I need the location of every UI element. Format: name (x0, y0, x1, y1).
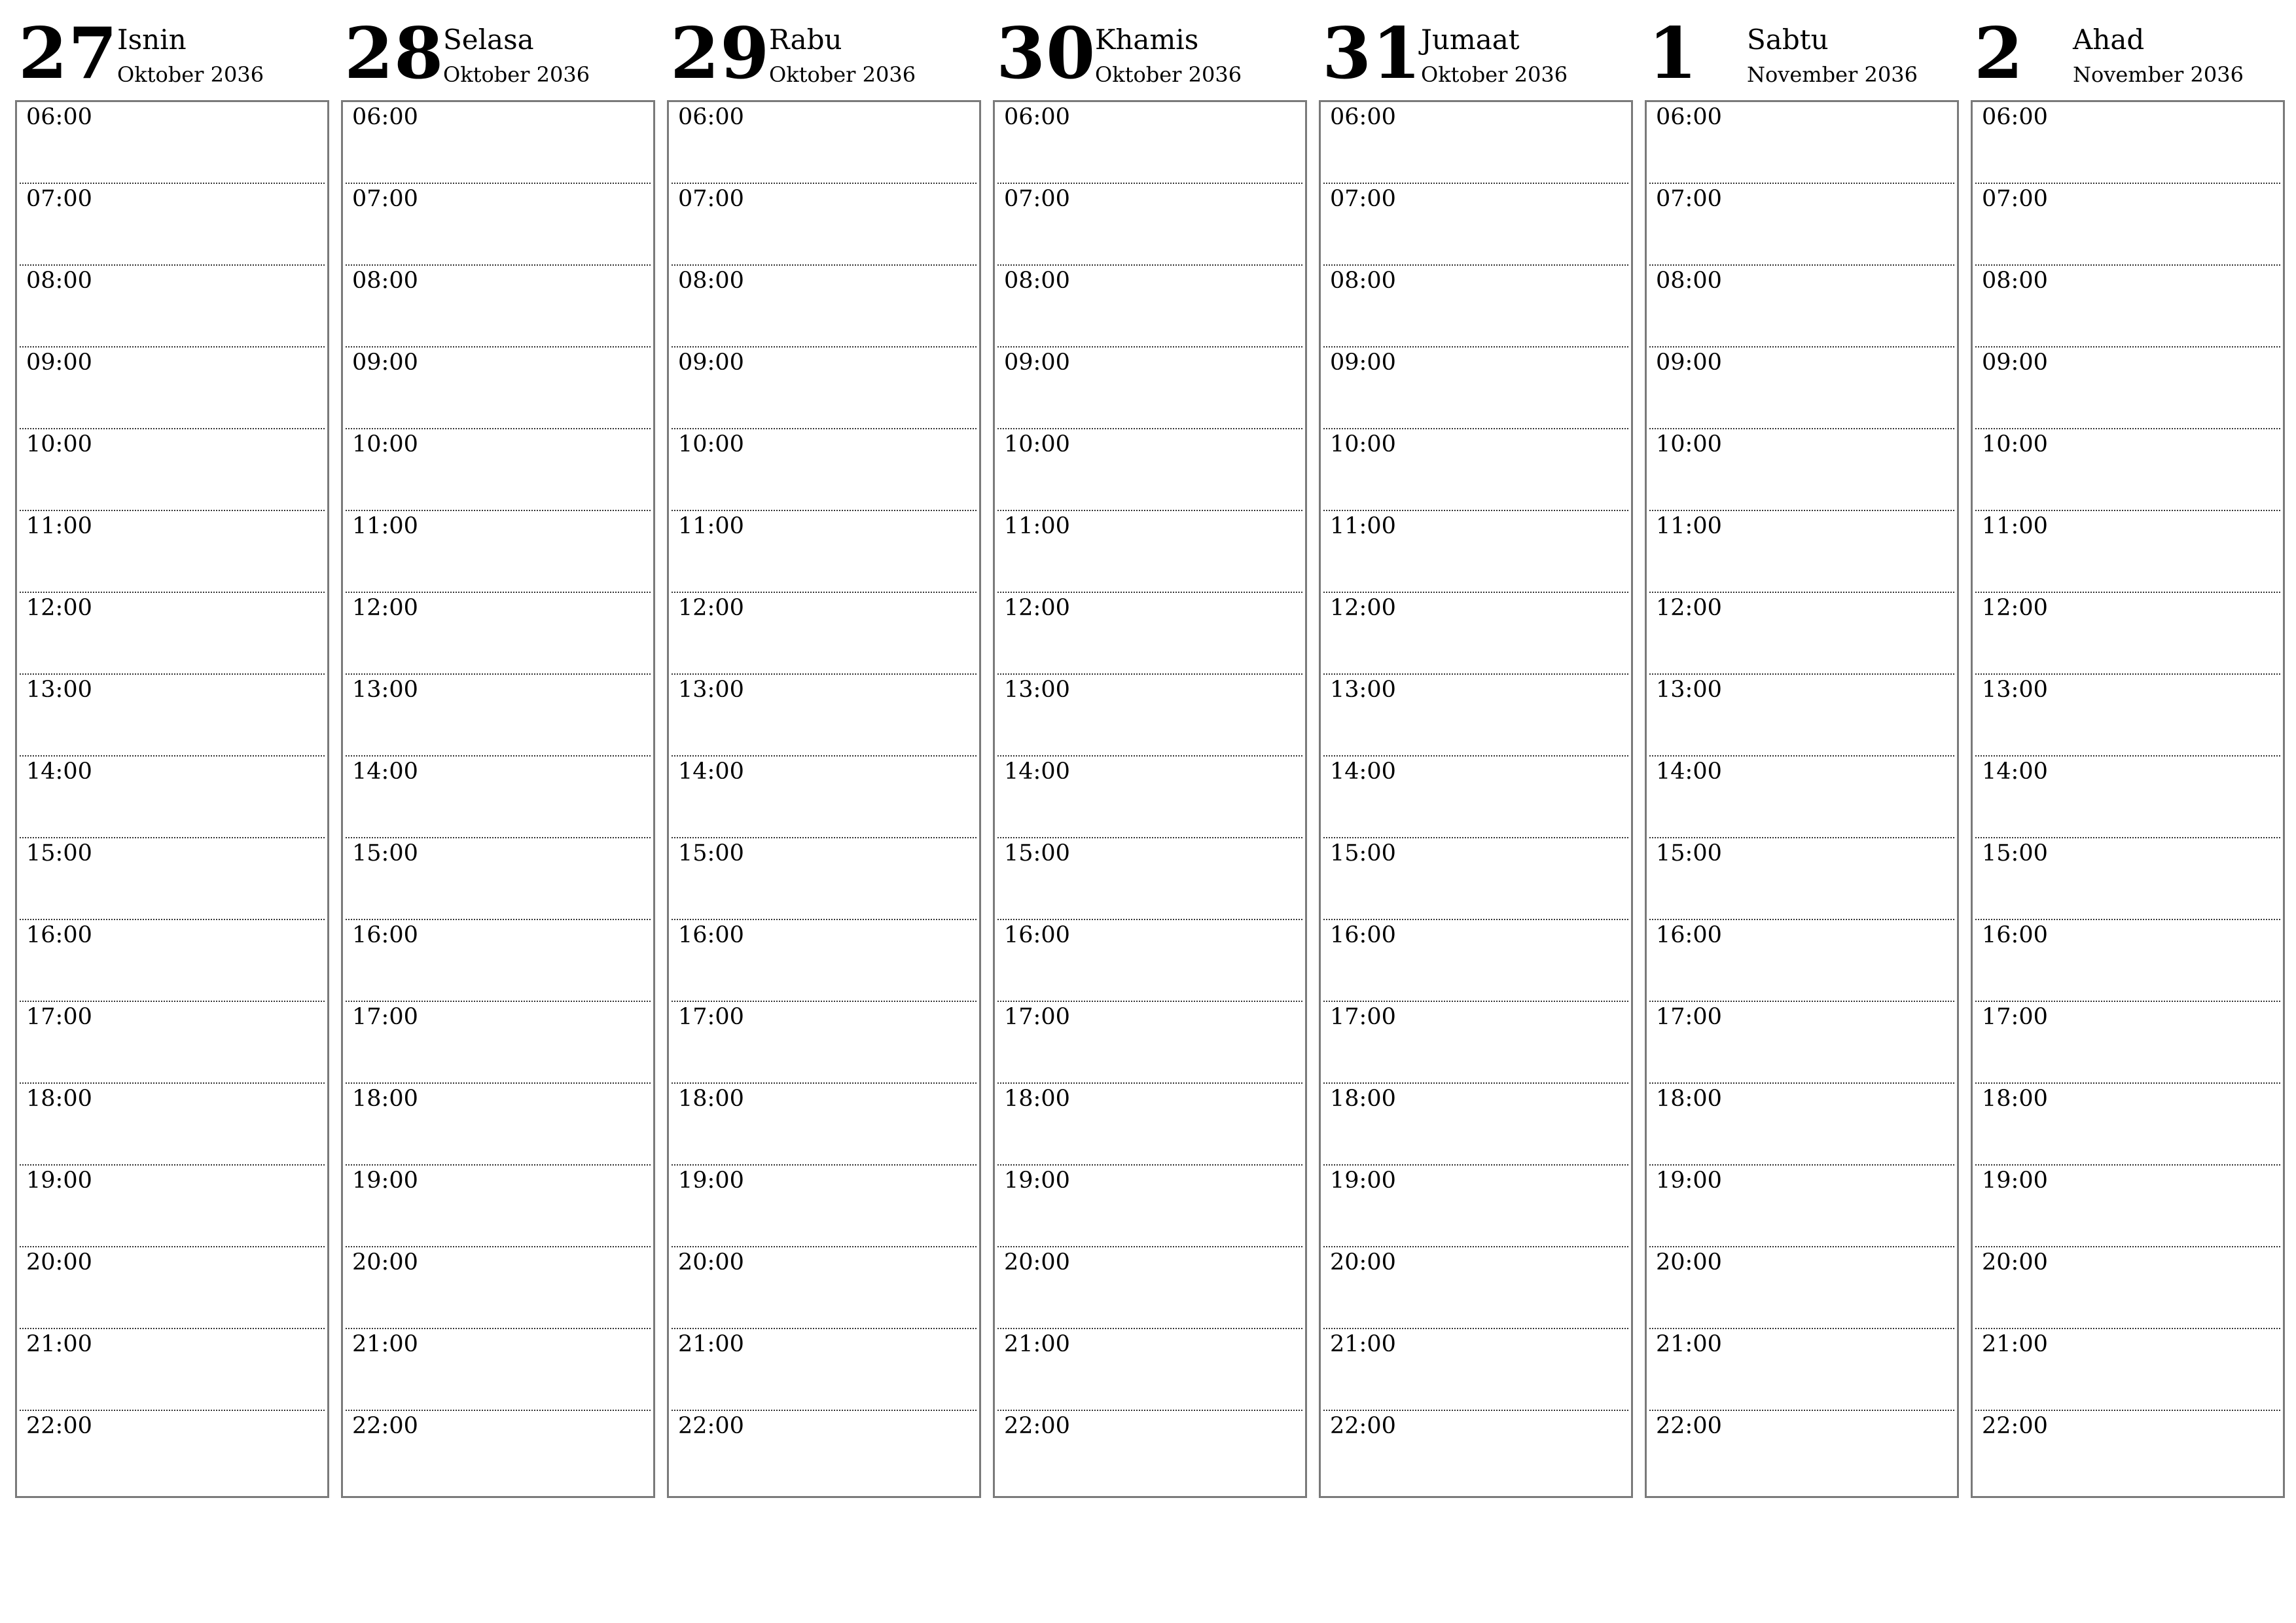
time-label: 15:00 (352, 840, 418, 866)
time-label: 10:00 (1004, 431, 1070, 457)
time-slot[interactable] (346, 1002, 651, 1084)
time-label: 22:00 (352, 1413, 418, 1439)
time-slot[interactable] (1649, 593, 1954, 675)
time-label: 09:00 (1004, 349, 1070, 376)
day-schedule-box (667, 100, 981, 1498)
time-slot[interactable] (997, 511, 1302, 593)
time-label: 20:00 (1656, 1249, 1722, 1275)
time-slot[interactable] (1649, 429, 1954, 511)
time-slot[interactable] (672, 184, 977, 266)
time-slot[interactable] (997, 429, 1302, 511)
time-slot[interactable] (1649, 920, 1954, 1002)
time-label: 20:00 (678, 1249, 744, 1275)
time-label: 16:00 (678, 922, 744, 948)
time-label: 21:00 (678, 1331, 744, 1357)
time-label: 12:00 (26, 595, 92, 621)
time-slot[interactable] (20, 1329, 325, 1411)
time-slot[interactable] (672, 511, 977, 593)
time-slot[interactable] (1323, 1084, 1628, 1166)
time-label: 14:00 (352, 758, 418, 785)
time-label: 12:00 (1656, 595, 1722, 621)
time-slot[interactable] (672, 348, 977, 429)
time-slot[interactable] (346, 511, 651, 593)
day-schedule-box (1645, 100, 1959, 1498)
time-label: 08:00 (26, 268, 92, 294)
month-year: Oktober 2036 (443, 62, 590, 87)
time-label: 18:00 (1004, 1086, 1070, 1112)
time-slot[interactable] (1975, 1166, 2280, 1247)
time-label: 14:00 (26, 758, 92, 785)
time-slot[interactable] (1649, 184, 1954, 266)
time-label: 21:00 (26, 1331, 92, 1357)
time-label: 09:00 (1656, 349, 1722, 376)
time-label: 12:00 (1004, 595, 1070, 621)
time-slot[interactable] (1649, 1411, 1954, 1493)
time-slot[interactable] (1649, 757, 1954, 838)
day-header (1971, 0, 2284, 99)
time-label: 16:00 (352, 922, 418, 948)
time-slot[interactable] (1649, 1084, 1954, 1166)
time-label: 15:00 (1982, 840, 2048, 866)
time-slot[interactable] (1975, 593, 2280, 675)
day-number: 28 (344, 12, 444, 95)
time-slot[interactable] (672, 593, 977, 675)
time-slot[interactable] (346, 184, 651, 266)
time-label: 09:00 (1330, 349, 1396, 376)
time-slot[interactable] (672, 429, 977, 511)
day-number: 2 (1974, 12, 2024, 95)
time-label: 08:00 (352, 268, 418, 294)
time-label: 06:00 (26, 104, 92, 130)
time-label: 06:00 (1004, 104, 1070, 130)
time-slot[interactable] (20, 757, 325, 838)
day-schedule-box (15, 100, 329, 1498)
time-label: 06:00 (352, 104, 418, 130)
time-label: 08:00 (1982, 268, 2048, 294)
time-slot[interactable] (672, 102, 977, 184)
day-header (993, 0, 1306, 99)
time-label: 10:00 (678, 431, 744, 457)
day-header (15, 0, 328, 99)
time-label: 20:00 (1330, 1249, 1396, 1275)
time-label: 21:00 (1004, 1331, 1070, 1357)
time-label: 18:00 (352, 1086, 418, 1112)
time-label: 10:00 (1330, 431, 1396, 457)
time-label: 22:00 (1330, 1413, 1396, 1439)
time-label: 11:00 (1982, 513, 2048, 539)
time-label: 22:00 (1004, 1413, 1070, 1439)
time-slot[interactable] (997, 675, 1302, 757)
time-label: 12:00 (1330, 595, 1396, 621)
time-slot[interactable] (20, 838, 325, 920)
day-schedule-box (993, 100, 1307, 1498)
time-label: 21:00 (1982, 1331, 2048, 1357)
time-slot[interactable] (20, 102, 325, 184)
time-label: 14:00 (1330, 758, 1396, 785)
time-slot[interactable] (346, 593, 651, 675)
time-label: 19:00 (678, 1168, 744, 1194)
time-label: 19:00 (1330, 1168, 1396, 1194)
time-slot[interactable] (346, 1329, 651, 1411)
time-slot[interactable] (997, 757, 1302, 838)
time-label: 20:00 (1004, 1249, 1070, 1275)
time-label: 13:00 (352, 677, 418, 703)
time-slot[interactable] (997, 1247, 1302, 1329)
time-slot[interactable] (20, 266, 325, 348)
day-number: 31 (1322, 12, 1422, 95)
time-slot[interactable] (672, 1247, 977, 1329)
day-number: 1 (1648, 12, 1698, 95)
time-label: 22:00 (26, 1413, 92, 1439)
time-slot[interactable] (346, 757, 651, 838)
time-label: 11:00 (1004, 513, 1070, 539)
time-label: 14:00 (678, 758, 744, 785)
time-label: 06:00 (1982, 104, 2048, 130)
time-slot[interactable] (672, 1411, 977, 1493)
time-label: 06:00 (678, 104, 744, 130)
time-label: 10:00 (1656, 431, 1722, 457)
time-slot[interactable] (672, 1166, 977, 1247)
time-slot[interactable] (1649, 1166, 1954, 1247)
time-label: 07:00 (1982, 186, 2048, 212)
time-slot[interactable] (1975, 348, 2280, 429)
time-slot[interactable] (20, 593, 325, 675)
time-slot[interactable] (1975, 511, 2280, 593)
time-slot[interactable] (1649, 102, 1954, 184)
day-header (1645, 0, 1958, 99)
time-label: 16:00 (1656, 922, 1722, 948)
time-label: 15:00 (1004, 840, 1070, 866)
day-schedule-box (341, 100, 655, 1498)
time-slot[interactable] (672, 1002, 977, 1084)
time-slot[interactable] (1975, 184, 2280, 266)
weekday-name: Sabtu (1747, 24, 1829, 56)
day-number: 29 (670, 12, 770, 95)
time-slot[interactable] (672, 1084, 977, 1166)
time-label: 17:00 (26, 1004, 92, 1030)
time-label: 22:00 (678, 1413, 744, 1439)
day-header (667, 0, 980, 99)
time-slot[interactable] (1975, 1002, 2280, 1084)
time-slot[interactable] (997, 920, 1302, 1002)
day-column (1319, 0, 1632, 1439)
time-slot[interactable] (346, 266, 651, 348)
time-label: 13:00 (1004, 677, 1070, 703)
time-slot[interactable] (20, 1166, 325, 1247)
day-column (341, 0, 654, 1439)
time-slot[interactable] (1323, 1247, 1628, 1329)
day-column (667, 0, 980, 1439)
time-label: 06:00 (1330, 104, 1396, 130)
time-slot[interactable] (20, 429, 325, 511)
time-slot[interactable] (346, 1247, 651, 1329)
time-slot[interactable] (1975, 757, 2280, 838)
time-slot[interactable] (1649, 348, 1954, 429)
time-slot[interactable] (1975, 1329, 2280, 1411)
time-slot[interactable] (997, 1084, 1302, 1166)
time-label: 12:00 (1982, 595, 2048, 621)
time-label: 21:00 (1656, 1331, 1722, 1357)
month-year: Oktober 2036 (769, 62, 916, 87)
time-slot[interactable] (1323, 102, 1628, 184)
time-label: 14:00 (1656, 758, 1722, 785)
time-label: 18:00 (1982, 1086, 2048, 1112)
time-label: 15:00 (1656, 840, 1722, 866)
time-slot[interactable] (1975, 429, 2280, 511)
time-label: 07:00 (26, 186, 92, 212)
time-slot[interactable] (1323, 757, 1628, 838)
time-label: 15:00 (678, 840, 744, 866)
day-schedule-box (1319, 100, 1633, 1498)
time-label: 11:00 (1330, 513, 1396, 539)
weekday-name: Ahad (2073, 24, 2145, 56)
time-label: 17:00 (1982, 1004, 2048, 1030)
time-label: 11:00 (1656, 513, 1722, 539)
time-slot[interactable] (346, 348, 651, 429)
time-label: 17:00 (1656, 1004, 1722, 1030)
time-label: 10:00 (352, 431, 418, 457)
time-label: 22:00 (1656, 1413, 1722, 1439)
time-label: 13:00 (1656, 677, 1722, 703)
weekday-name: Isnin (117, 24, 187, 56)
time-label: 14:00 (1982, 758, 2048, 785)
time-slot[interactable] (1323, 348, 1628, 429)
day-column (1645, 0, 1958, 1439)
time-label: 11:00 (26, 513, 92, 539)
time-label: 07:00 (352, 186, 418, 212)
day-column (1971, 0, 2284, 1439)
time-slot[interactable] (1323, 920, 1628, 1002)
weekday-name: Khamis (1095, 24, 1199, 56)
time-slot[interactable] (1975, 675, 2280, 757)
time-slot[interactable] (1323, 1002, 1628, 1084)
time-slot[interactable] (1323, 838, 1628, 920)
time-slot[interactable] (672, 266, 977, 348)
time-slot[interactable] (1975, 1247, 2280, 1329)
time-slot[interactable] (672, 1329, 977, 1411)
time-slot[interactable] (997, 184, 1302, 266)
time-slot[interactable] (20, 1247, 325, 1329)
time-label: 20:00 (1982, 1249, 2048, 1275)
month-year: November 2036 (1747, 62, 1918, 87)
month-year: Oktober 2036 (1095, 62, 1242, 87)
time-label: 09:00 (678, 349, 744, 376)
time-label: 15:00 (1330, 840, 1396, 866)
time-label: 17:00 (1330, 1004, 1396, 1030)
time-slot[interactable] (1323, 1411, 1628, 1493)
time-label: 16:00 (1004, 922, 1070, 948)
time-slot[interactable] (672, 675, 977, 757)
time-label: 13:00 (1982, 677, 2048, 703)
weekday-name: Rabu (769, 24, 842, 56)
time-label: 20:00 (26, 1249, 92, 1275)
time-label: 09:00 (1982, 349, 2048, 376)
time-label: 16:00 (26, 922, 92, 948)
time-slot[interactable] (997, 1002, 1302, 1084)
time-slot[interactable] (672, 920, 977, 1002)
time-label: 17:00 (678, 1004, 744, 1030)
time-label: 18:00 (1656, 1086, 1722, 1112)
time-label: 21:00 (352, 1331, 418, 1357)
time-label: 08:00 (678, 268, 744, 294)
time-slot[interactable] (1975, 1411, 2280, 1493)
time-label: 13:00 (26, 677, 92, 703)
time-slot[interactable] (1649, 1329, 1954, 1411)
time-slot[interactable] (1323, 429, 1628, 511)
time-slot[interactable] (1323, 511, 1628, 593)
weekday-name: Selasa (443, 24, 534, 56)
day-number: 27 (18, 12, 118, 95)
day-schedule-box (1971, 100, 2285, 1498)
time-slot[interactable] (346, 1084, 651, 1166)
time-slot[interactable] (20, 1411, 325, 1493)
time-slot[interactable] (997, 348, 1302, 429)
time-slot[interactable] (20, 1084, 325, 1166)
time-slot[interactable] (1975, 1084, 2280, 1166)
time-label: 07:00 (1656, 186, 1722, 212)
time-slot[interactable] (346, 102, 651, 184)
day-header (1319, 0, 1632, 99)
time-slot[interactable] (997, 266, 1302, 348)
time-label: 12:00 (678, 595, 744, 621)
time-slot[interactable] (20, 675, 325, 757)
time-label: 22:00 (1982, 1413, 2048, 1439)
time-label: 19:00 (1982, 1168, 2048, 1194)
time-slot[interactable] (997, 1411, 1302, 1493)
time-slot[interactable] (1323, 266, 1628, 348)
month-year: November 2036 (2073, 62, 2244, 87)
time-slot[interactable] (1649, 1002, 1954, 1084)
time-slot[interactable] (1649, 511, 1954, 593)
time-label: 07:00 (1330, 186, 1396, 212)
time-slot[interactable] (1649, 838, 1954, 920)
time-label: 19:00 (352, 1168, 418, 1194)
weekday-name: Jumaat (1421, 24, 1520, 56)
time-slot[interactable] (20, 511, 325, 593)
time-label: 16:00 (1330, 922, 1396, 948)
time-label: 06:00 (1656, 104, 1722, 130)
time-slot[interactable] (997, 593, 1302, 675)
time-label: 17:00 (1004, 1004, 1070, 1030)
time-slot[interactable] (1649, 1247, 1954, 1329)
time-slot[interactable] (1323, 184, 1628, 266)
time-label: 11:00 (678, 513, 744, 539)
time-slot[interactable] (1649, 675, 1954, 757)
time-label: 18:00 (26, 1086, 92, 1112)
time-label: 15:00 (26, 840, 92, 866)
time-slot[interactable] (346, 838, 651, 920)
time-slot[interactable] (20, 1002, 325, 1084)
time-label: 20:00 (352, 1249, 418, 1275)
time-slot[interactable] (1323, 1166, 1628, 1247)
time-label: 10:00 (26, 431, 92, 457)
time-slot[interactable] (1323, 1329, 1628, 1411)
time-label: 11:00 (352, 513, 418, 539)
time-slot[interactable] (1975, 838, 2280, 920)
time-slot[interactable] (1975, 266, 2280, 348)
time-slot[interactable] (997, 838, 1302, 920)
time-label: 13:00 (1330, 677, 1396, 703)
time-label: 17:00 (352, 1004, 418, 1030)
time-label: 18:00 (678, 1086, 744, 1112)
time-label: 07:00 (1004, 186, 1070, 212)
time-slot[interactable] (672, 757, 977, 838)
time-label: 08:00 (1656, 268, 1722, 294)
day-header (341, 0, 654, 99)
time-slot[interactable] (346, 429, 651, 511)
time-label: 18:00 (1330, 1086, 1396, 1112)
time-slot[interactable] (20, 184, 325, 266)
time-label: 21:00 (1330, 1331, 1396, 1357)
time-slot[interactable] (346, 1411, 651, 1493)
time-slot[interactable] (997, 102, 1302, 184)
day-number: 30 (996, 12, 1096, 95)
time-label: 16:00 (1982, 922, 2048, 948)
time-label: 08:00 (1004, 268, 1070, 294)
time-slot[interactable] (672, 838, 977, 920)
time-label: 10:00 (1982, 431, 2048, 457)
time-label: 14:00 (1004, 758, 1070, 785)
time-slot[interactable] (997, 1166, 1302, 1247)
time-slot[interactable] (1975, 102, 2280, 184)
month-year: Oktober 2036 (117, 62, 264, 87)
time-slot[interactable] (997, 1329, 1302, 1411)
day-column (993, 0, 1306, 1439)
time-slot[interactable] (1649, 266, 1954, 348)
time-label: 19:00 (1004, 1168, 1070, 1194)
month-year: Oktober 2036 (1421, 62, 1568, 87)
time-slot[interactable] (20, 920, 325, 1002)
time-slot[interactable] (1975, 920, 2280, 1002)
time-label: 08:00 (1330, 268, 1396, 294)
time-label: 19:00 (26, 1168, 92, 1194)
time-label: 07:00 (678, 186, 744, 212)
time-slot[interactable] (346, 675, 651, 757)
time-label: 13:00 (678, 677, 744, 703)
time-slot[interactable] (1323, 675, 1628, 757)
time-label: 19:00 (1656, 1168, 1722, 1194)
time-label: 09:00 (26, 349, 92, 376)
day-column (15, 0, 328, 1439)
time-label: 09:00 (352, 349, 418, 376)
time-slot[interactable] (1323, 593, 1628, 675)
time-slot[interactable] (20, 348, 325, 429)
time-slot[interactable] (346, 920, 651, 1002)
time-label: 12:00 (352, 595, 418, 621)
time-slot[interactable] (346, 1166, 651, 1247)
